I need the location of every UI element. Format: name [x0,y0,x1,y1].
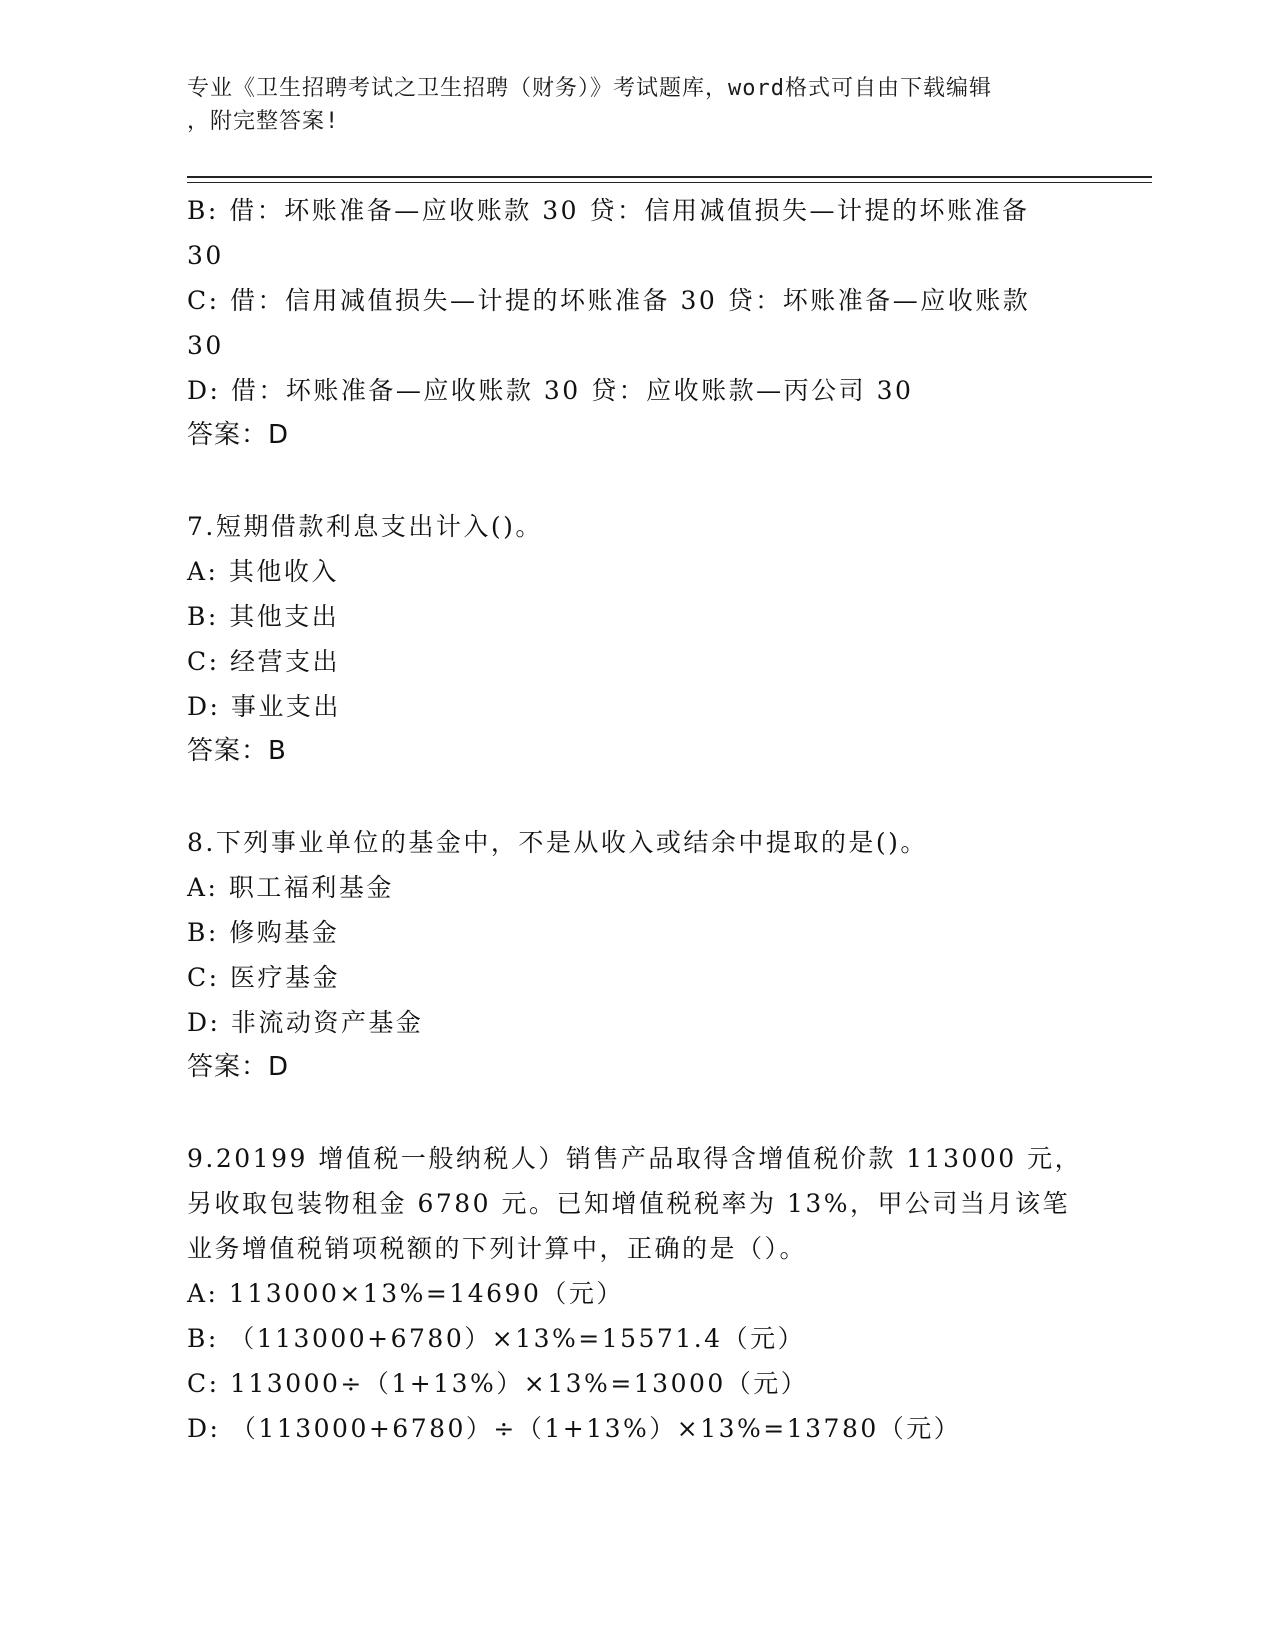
page-header [187,72,1087,138]
spacer [187,774,1087,820]
option-b: B: 借：坏账准备—应收账款 30 贷：信用减值损失—计提的坏账准备 [187,196,1030,225]
question-stem: 9.20199 增值税一般纳税人）销售产品取得含增值税价款 113000 元， [187,1144,1083,1173]
question-stem-continued: 业务增值税销项税额的下列计算中，正确的是（）。 [187,1234,808,1263]
question-stem-continued: 另收取包装物租金 6780 元。已知增值税税率为 13%，甲公司当月该笔 [187,1189,1071,1218]
option-d: D: 事业支出 [187,692,341,721]
header-divider-thick [187,176,1152,178]
option-b-continued: 30 [187,241,224,270]
spacer [187,1090,1087,1136]
option-c: C: 借：信用减值损失—计提的坏账准备 30 贷：坏账准备—应收账款 [187,286,1031,315]
option-b: B: （113000+6780）×13%=15571.4（元） [187,1324,806,1353]
option-c: C: 经营支出 [187,647,340,676]
question-7 [187,504,1087,774]
option-c-continued: 30 [187,331,224,360]
header-title-line-continued: ，附完整答案! [187,109,340,134]
option-d: D: （113000+6780）÷（1+13%）×13%=13780（元） [187,1414,962,1443]
option-a: A: 职工福利基金 [187,873,394,902]
option-a: A: 其他收入 [187,557,339,586]
option-d: D: 借：坏账准备—应收账款 30 贷：应收账款—丙公司 30 [187,376,914,405]
question-9 [187,1136,1087,1451]
answer-line: 答案：D [187,1052,290,1082]
header-divider-thin [187,182,1152,183]
option-d: D: 非流动资产基金 [187,1008,424,1037]
answer-line: 答案：D [187,420,290,450]
answer-line: 答案：B [187,736,287,766]
question-stem: 8.下列事业单位的基金中，不是从收入或结余中提取的是()。 [187,828,928,857]
previous-question-continuation [187,188,1087,458]
option-c: C: 医疗基金 [187,963,340,992]
spacer [187,458,1087,504]
option-a: A: 113000×13%=14690（元） [187,1279,624,1308]
question-8 [187,820,1087,1090]
option-c: C: 113000÷（1+13%）×13%=13000（元） [187,1369,809,1398]
option-b: B: 修购基金 [187,918,340,947]
question-stem: 7.短期借款利息支出计入()。 [187,512,543,541]
option-b: B: 其他支出 [187,602,340,631]
question-content [187,188,1087,1451]
header-title-line: 专业《卫生招聘考试之卫生招聘（财务）》考试题库，word格式可自由下载编辑 [187,76,992,101]
